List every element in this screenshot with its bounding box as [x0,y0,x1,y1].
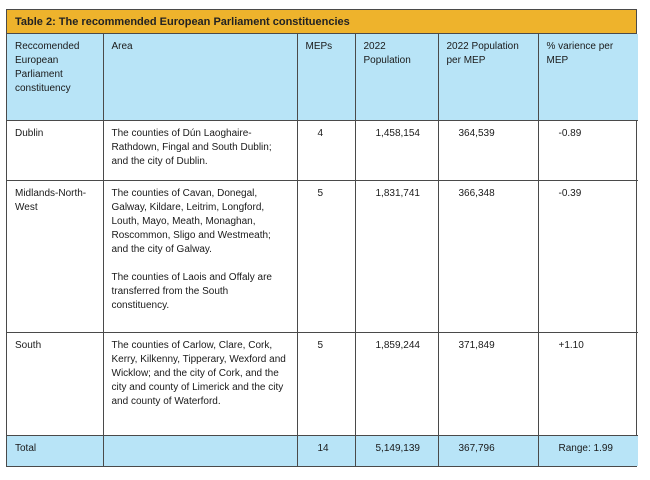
variance-value: +1.10 [538,332,638,435]
constituency-table-frame [6,9,637,467]
total-row [7,435,638,466]
total-variance: Range: 1.99 [538,435,638,466]
table-title: Table 2: The recommended European Parliament constituencies [7,10,636,34]
area-text: The counties of Carlow, Clare, Cork, Kerry, Kilkenny, Tipperary, Wexford and Wicklow; and the city of Cork, and the city and county of Limerick and the city and county of Waterford. [111,339,286,407]
population-value: 1,458,154 [355,120,438,180]
meps-value: 5 [297,332,355,435]
header-area: Area [103,34,297,120]
area-text: The counties of Cavan, Donegal, Galway, Kildare, Leitrim, Longford, Louth, Mayo, Meath, Monaghan, Roscommon, Sligo and Westmeath; and the city of Galway. [111,187,271,255]
header-variance: % varience per MEP [538,34,638,120]
area-text: The counties of Dún Laoghaire-Rathdown, Fingal and South Dublin; and the city of Dublin. [111,127,272,167]
total-population-per-mep: 367,796 [438,435,538,466]
population-value: 1,859,244 [355,332,438,435]
population-value: 1,831,741 [355,180,438,332]
meps-value: 5 [297,180,355,332]
total-label: Total [7,435,103,466]
constituency-name: Midlands-North-West [7,180,103,332]
constituency-name: Dublin [7,120,103,180]
area-note: The counties of Laois and Offaly are transferred from the South constituency. [111,271,272,311]
population-per-mep-value: 371,849 [438,332,538,435]
header-population-per-mep: 2022 Population per MEP [438,34,538,120]
header-row [7,34,638,120]
table-row [7,332,638,435]
area-cell [103,120,297,180]
area-cell [103,332,297,435]
table-row [7,180,638,332]
total-population: 5,149,139 [355,435,438,466]
header-meps: MEPs [297,34,355,120]
variance-value: -0.89 [538,120,638,180]
variance-value: -0.39 [538,180,638,332]
table-row [7,120,638,180]
header-population: 2022 Population [355,34,438,120]
meps-value: 4 [297,120,355,180]
total-meps: 14 [297,435,355,466]
total-area [103,435,297,466]
population-per-mep-value: 364,539 [438,120,538,180]
constituency-name: South [7,332,103,435]
population-per-mep-value: 366,348 [438,180,538,332]
area-cell [103,180,297,332]
constituency-table [7,34,638,466]
header-constituency: Reccomended European Parliament constituency [7,34,103,120]
